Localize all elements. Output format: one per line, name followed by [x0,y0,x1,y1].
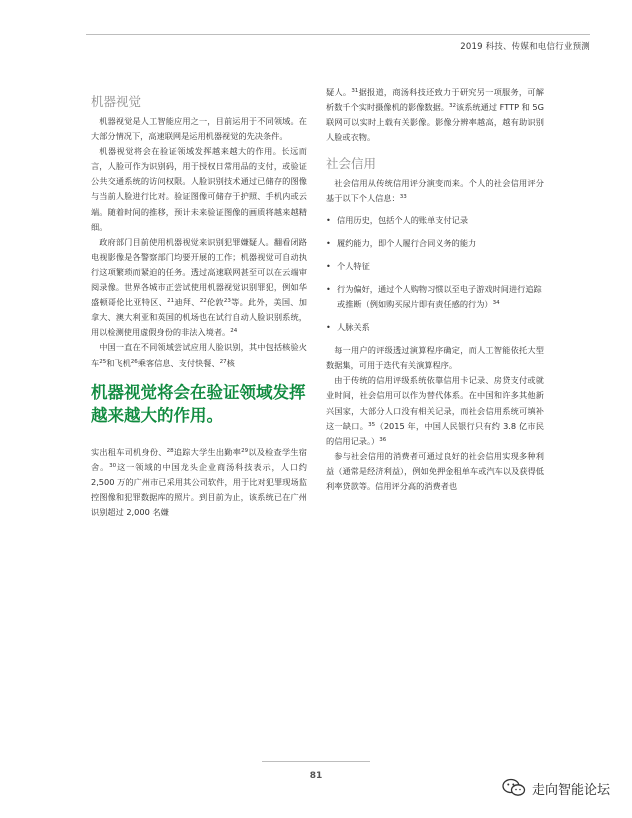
footnote-ref: 23 [223,298,231,305]
footnote-ref: 32 [449,103,457,110]
header-title: 2019 科技、传媒和电信行业预测 [460,42,590,52]
section-title-machine-vision: 机器视觉 [91,94,142,109]
paragraph: 社会信用从传统信用评分演变而来。个人的社会信用评分基于以下个人信息：$^{33}$ [326,178,544,204]
list-item: • 履约能力，即个人履行合同义务的能力 [326,236,544,251]
list-item: • 个人特征 [326,259,544,274]
bullet-list [326,213,544,336]
footnote-ref: 33 [399,194,407,201]
list-item: • 行为偏好，通过个人购物习惯以至电子游戏时间进行追踪或推断（例如购买尿片即有责任感的行为）$^{34}$ [326,283,542,309]
paragraph: 疑人。$^{31}$据报道，商汤科技还致力于研究另一项服务，可解析数千个实时摄像机的影像数据。$^{32}$该系统通过 FTTP 和 5G 联网可以实时上载有关影像。影像分辨率越高，越有助识别人脸或衣物。 [326,87,544,143]
bullet-icon: • [326,214,331,225]
left-column [91,93,307,520]
footnote-ref: 25 [99,358,107,365]
footnote-ref: 30 [109,462,117,469]
bullet-icon: • [326,237,331,248]
paragraph: 机器视觉是人工智能应用之一，目前运用于不同领域。在大部分情况下，高速联网是运用机器视觉的先决条件。 [91,116,307,142]
footnote-ref: 26 [130,358,138,365]
footnote-ref: 36 [379,436,387,443]
footnote-ref: 24 [230,328,238,335]
wechat-icon [502,778,526,798]
paragraph: 由于传统的信用评级系统依靠信用卡记录、房贷支付或就业时间，社会信用可以作为替代体系。在中国和许多其他新兴国家，大部分人口没有相关记录，而社会信用系统可填补这一缺口。$^{35}$（2015 年，中国人民银行只有约 3.8 亿市民的信用记录。）$^{36}$ [326,375,544,446]
paragraph: 每一用户的评级透过演算程序确定，而人工智能依托大型数据集，可用于迭代有关演算程序。 [326,345,544,371]
footnote-ref: 35 [368,421,376,428]
footnote-ref: 22 [199,298,207,305]
header-rule [86,34,590,35]
footnote-ref: 27 [219,358,227,365]
footnote-ref: 34 [492,299,500,306]
list-item: • 人脉关系 [326,320,544,335]
watermark-text: 走向智能论坛 [531,782,610,798]
paragraph: 实出租车司机身份、$^{28}$追踪大学生出勤率$^{29}$以及检查学生宿舍。$^{30}$这一领域的中国龙头企业商汤科技表示，人口约 2,500 万的广州市已采用其公司软件，用于比对犯罪现场监控图像和犯罪数据库的照片。到目前为止，该系统已在广州识别超过 2,000 名嫌 [91,446,307,517]
watermark [502,778,610,798]
footnote-ref: 29 [241,447,249,454]
page-number: 81 [309,771,323,781]
footnote-ref: 31 [351,88,359,94]
bullet-icon: • [326,283,331,294]
bullet-icon: • [326,322,331,333]
pull-quote: 机器视觉将会在验证领域发挥越来越大的作用。 [91,382,306,425]
footer-rule [262,761,370,762]
footnote-ref: 21 [167,298,175,305]
right-column [326,85,544,494]
paragraph: 机器视觉将会在验证领域发挥越来越大的作用。长远而言，人脸可作为识别码，用于授权日常用品的支付，或验证公共交通系统的访问权限。人脸识别技术通过已储存的图像与当前人脸进行比对。验证图像可储存于护照、手机内或云端。随着时间的推移，预计未来验证图像的画质将越来越精细。 [91,146,307,232]
paragraph: 参与社会信用的消费者可通过良好的社会信用实现多种利益（通常是经济利益），例如免押金租单车或汽车以及获得低利率贷款等。信用评分高的消费者也 [326,450,544,491]
bullet-icon: • [326,260,331,271]
footnote-ref: 28 [166,447,174,454]
section-title-social-credit: 社会信用 [326,156,377,172]
list-item: • 信用历史，包括个人的账单支付记录 [326,213,544,228]
paragraph: 政府部门目前使用机器视觉来识别犯罪嫌疑人。翻看闭路电视影像是各警察部门均要开展的工作；机器视觉可自动执行这项繁琐而紧迫的任务。透过高速联网甚至可以在云端审阅录像。世界各城市正尝试使用机器视觉识别罪犯，例如华盛顿哥伦比亚特区、$^{21}$迪拜、$^{22}$伦敦$^{23}$等。此外，美国、加拿大、澳大利亚和英国的机场也在试行自动人脸识别系统，用以检测使用虚假身份的非法入境者。$^{24}$ [91,236,307,338]
paragraph: 中国一直在不同领域尝试应用人脸识别，其中包括核验火车$^{25}$和飞机$^{26}$乘客信息、支付快餐、$^{27}$核 [91,342,307,368]
